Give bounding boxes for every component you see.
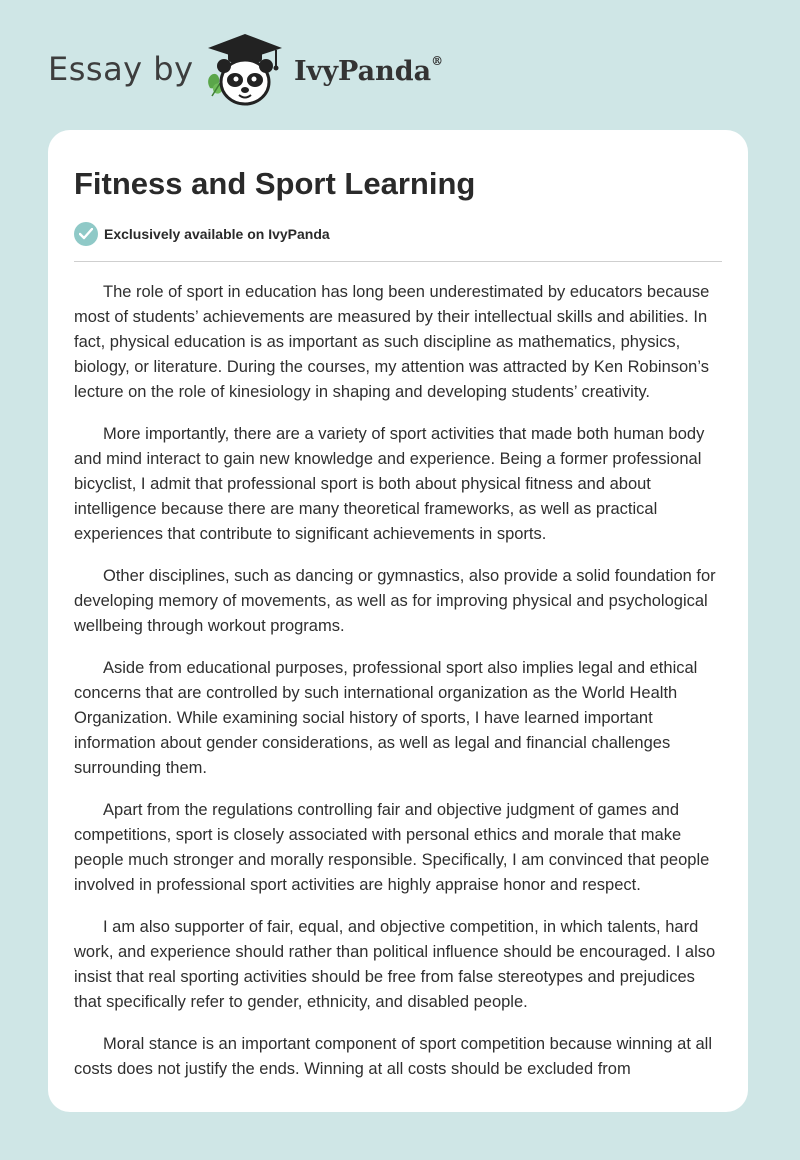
exclusive-badge-label: Exclusively available on IvyPanda — [104, 226, 330, 242]
brand-name[interactable] — [294, 56, 443, 87]
essay-card — [48, 130, 748, 1112]
check-circle-icon — [74, 222, 98, 246]
paragraph: The role of sport in education has long been underestimated by educators because most of students’ achievements are measured by their intellectual skills and abilities. In fact, physical education is as important as such discipline as mathematics, physics, biology, or literature. During the courses, my attention was attracted by Ken Robinson’s lecture on the role of kinesiology in shaping and developing students’ creativity. — [74, 283, 710, 401]
exclusive-badge — [74, 222, 330, 246]
brand-name-text: IvyPanda — [294, 56, 432, 87]
essay-by-label: Essay by — [48, 50, 194, 88]
paragraph: Aside from educational purposes, professional sport also implies legal and ethical concerns that are controlled by such international organization as the World Health Organization. While examining social history of sports, I have learned important information about gender considerations, as well as legal and financial challenges surrounding them. — [74, 659, 698, 777]
paragraph: Apart from the regulations controlling fair and objective judgment of games and competitions, sport is closely associated with personal ethics and morale that make people much stronger and morally responsible. Specifically, I am convinced that people involved in professional sport activities are highly appraise honor and respect. — [74, 801, 710, 894]
paragraph: More importantly, there are a variety of sport activities that made both human body and mind interact to gain new knowledge and experience. Being a former professional bicyclist, I admit that professional sport is both about physical fitness and about intelligence because there are many theoretical frameworks, as well as practical experiences that contribute to significant achievements in sports. — [74, 425, 705, 543]
paragraph: Moral stance is an important component of sport competition because winning at all costs does not justify the ends. Winning at all costs should be excluded from — [74, 1035, 712, 1078]
panda-logo-icon[interactable] — [200, 30, 290, 110]
registered-mark: ® — [431, 54, 444, 68]
essay-body — [74, 280, 726, 1080]
site-header — [48, 30, 548, 110]
page-title: Fitness and Sport Learning — [74, 166, 476, 201]
paragraph: I am also supporter of fair, equal, and objective competition, in which talents, hard work, and experience should rather than political influence should be encouraged. I also insist that real sporting activities should be free from false stereotypes and prejudices that specifically refer to gender, ethnicity, and disabled people. — [74, 918, 716, 1011]
divider — [74, 261, 722, 262]
paragraph: Other disciplines, such as dancing or gymnastics, also provide a solid foundation for developing memory of movements, as well as for improving physical and psychological wellbeing through workout programs. — [74, 567, 716, 635]
